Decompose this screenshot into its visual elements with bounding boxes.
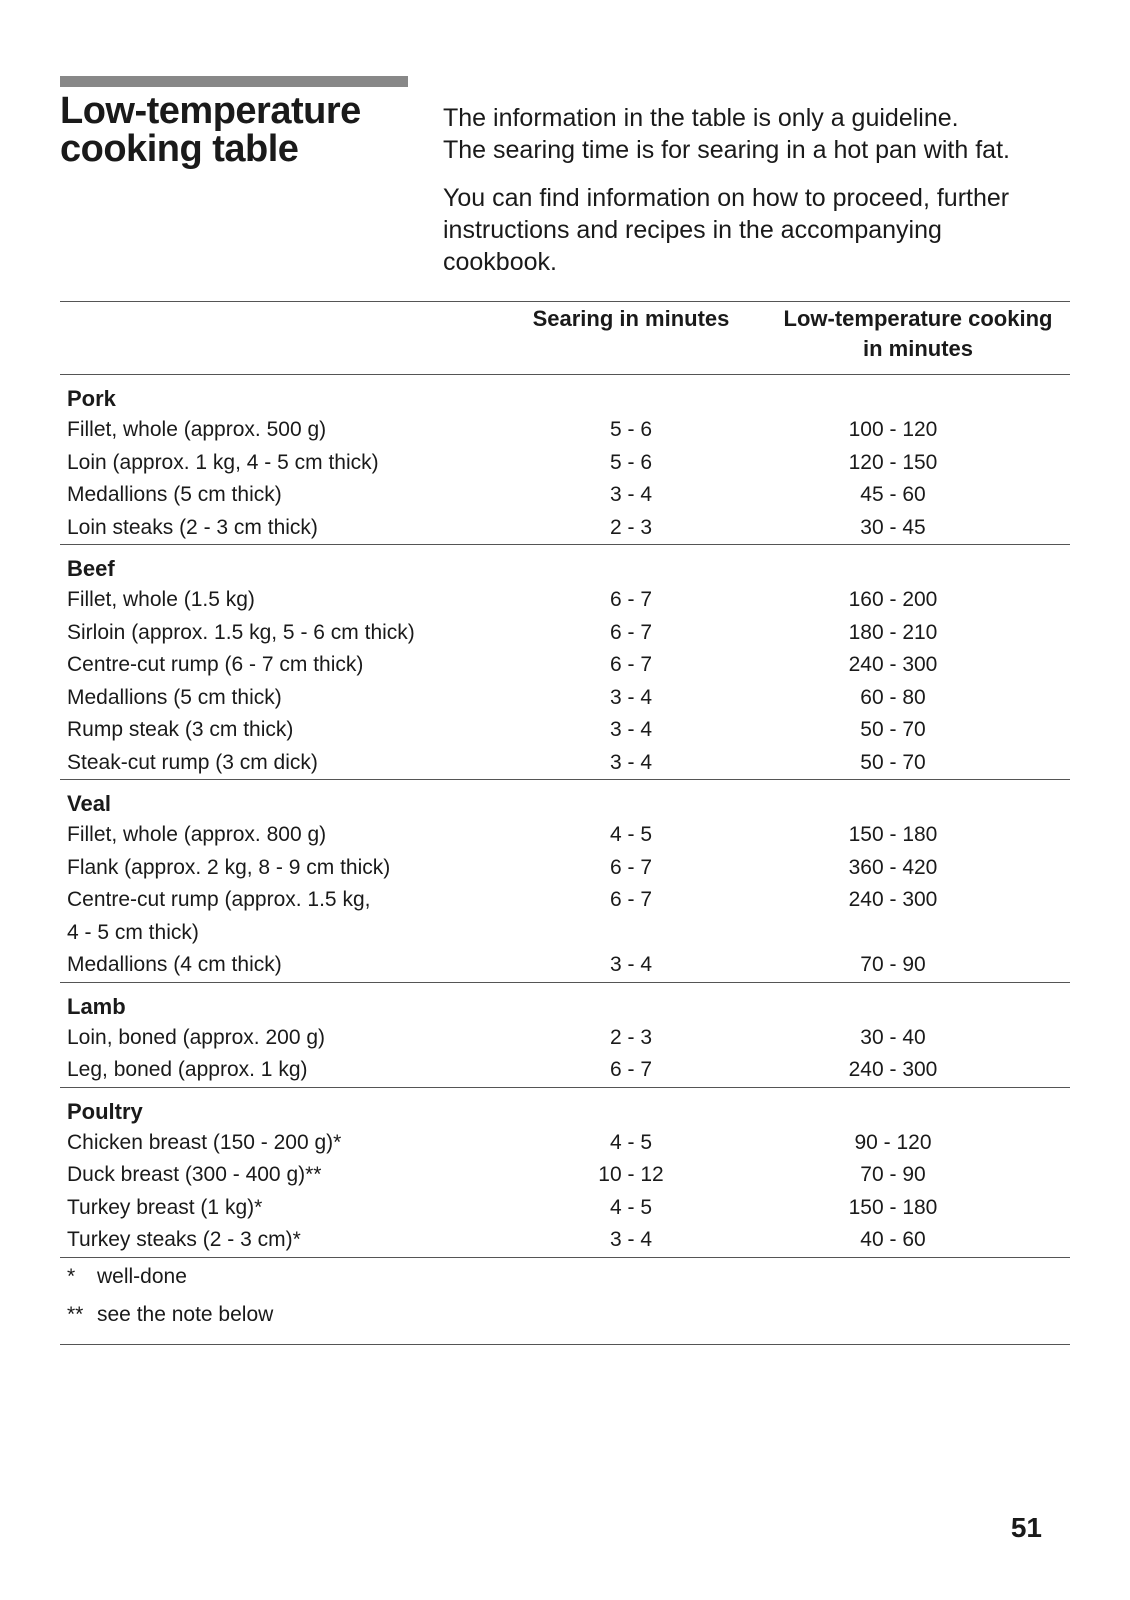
item-text: Loin, boned (approx. 200 g) [67, 1025, 326, 1049]
item-cell [60, 949, 496, 982]
item-cell [60, 512, 496, 545]
table-row [60, 414, 1070, 447]
item-cell [60, 1054, 496, 1087]
header-lowtemp-line: in minutes [862, 336, 973, 361]
lowtemp-cell: 90 - 120 [854, 1130, 932, 1154]
table-row [60, 884, 1070, 949]
table-row [60, 1127, 1070, 1160]
footnote-symbol: ** [67, 1302, 84, 1326]
item-text: Medallions (5 cm thick) [67, 685, 282, 709]
item-text: Turkey steaks (2 - 3 cm)* [67, 1228, 301, 1251]
page-title [60, 92, 430, 168]
table-row [60, 1224, 1070, 1257]
item-text: Chicken breast (150 - 200 g)* [67, 1130, 342, 1154]
cooking-table [60, 301, 1070, 1258]
lowtemp-cell: 45 - 60 [860, 483, 926, 506]
lowtemp-cell: 70 - 90 [860, 953, 926, 976]
item-cell [60, 714, 496, 747]
searing-cell: 2 - 3 [609, 1025, 653, 1049]
item-cell [60, 1022, 496, 1055]
item-cell [60, 649, 496, 682]
table-row [60, 949, 1070, 982]
item-cell [60, 747, 496, 780]
item-text: Centre-cut rump (approx. 1.5 kg, [67, 888, 371, 911]
lowtemp-cell: 30 - 45 [860, 515, 926, 539]
intro-line: cookbook. [443, 248, 557, 276]
page-title-line: Low-temperature [60, 90, 361, 132]
searing-cell: 3 - 4 [609, 685, 653, 709]
item-text: Rump steak (3 cm thick) [67, 718, 294, 741]
cooking-table-wrapper [60, 301, 1070, 1345]
lowtemp-cell: 120 - 150 [848, 450, 938, 474]
item-text: Medallions (4 cm thick) [67, 953, 282, 976]
searing-cell: 6 - 7 [609, 855, 653, 879]
table-row [60, 682, 1070, 715]
searing-cell: 4 - 5 [609, 823, 653, 846]
footnote-text: well-done [97, 1264, 187, 1288]
lowtemp-cell: 150 - 180 [848, 1195, 938, 1219]
table-section-veal [60, 780, 1070, 983]
item-text: Fillet, whole (approx. 800 g) [67, 823, 327, 846]
searing-cell: 6 - 7 [609, 620, 653, 644]
lowtemp-cell: 60 - 80 [860, 685, 926, 709]
item-cell [60, 1159, 496, 1192]
category-label: Veal [67, 791, 112, 816]
table-row [60, 447, 1070, 480]
table-row [60, 852, 1070, 885]
table-section-pork [60, 375, 1070, 545]
item-text: Sirloin (approx. 1.5 kg, 5 - 6 cm thick) [67, 620, 415, 644]
item-text: Centre-cut rump (6 - 7 cm thick) [67, 653, 364, 676]
table-section-poultry [60, 1087, 1070, 1257]
table-row [60, 617, 1070, 650]
category-label: Pork [67, 386, 116, 411]
table-row [60, 714, 1070, 747]
intro-paragraph [443, 102, 1083, 166]
item-text: Fillet, whole (1.5 kg) [67, 588, 255, 611]
category-row [60, 1087, 1070, 1127]
category-row [60, 982, 1070, 1022]
table-row [60, 1054, 1070, 1087]
intro-line: The searing time is for searing in a hot pan with fat. [443, 136, 1010, 164]
table-notes [60, 1258, 1070, 1345]
intro-line: You can find information on how to proceed, further [443, 184, 1010, 212]
page-title-line: cooking table [60, 128, 299, 170]
item-cell [60, 884, 496, 949]
searing-cell: 3 - 4 [609, 718, 653, 741]
header-lowtemp-line: Low-temperature cooking [783, 306, 1053, 331]
searing-cell: 6 - 7 [609, 653, 653, 676]
header-item [60, 302, 496, 375]
searing-cell: 2 - 3 [609, 515, 653, 539]
searing-cell: 6 - 7 [609, 1058, 653, 1081]
item-text: Duck breast (300 - 400 g)** [67, 1163, 322, 1186]
intro-line: The information in the table is only a guideline. [443, 104, 959, 132]
intro-paragraph [443, 182, 1083, 278]
item-cell [60, 1192, 496, 1225]
category-label: Beef [67, 556, 115, 581]
table-row [60, 479, 1070, 512]
searing-cell: 5 - 6 [609, 418, 653, 441]
intro-text [443, 102, 1083, 294]
searing-cell: 4 - 5 [609, 1195, 653, 1219]
lowtemp-cell: 70 - 90 [860, 1163, 926, 1186]
item-cell [60, 584, 496, 617]
item-cell [60, 682, 496, 715]
item-text: 4 - 5 cm thick) [67, 920, 199, 944]
footnote [60, 1300, 1070, 1330]
lowtemp-cell: 100 - 120 [848, 418, 938, 441]
table-row [60, 1022, 1070, 1055]
lowtemp-cell: 50 - 70 [860, 750, 926, 774]
item-text: Loin steaks (2 - 3 cm thick) [67, 515, 318, 539]
lowtemp-cell: 40 - 60 [860, 1228, 926, 1251]
footnote-symbol: * [67, 1264, 76, 1288]
item-text: Leg, boned (approx. 1 kg) [67, 1058, 308, 1081]
page-number: 51 [1010, 1512, 1042, 1543]
item-cell [60, 414, 496, 447]
item-cell [60, 617, 496, 650]
lowtemp-cell: 180 - 210 [848, 620, 938, 644]
lowtemp-cell: 150 - 180 [848, 823, 938, 846]
searing-cell: 5 - 6 [609, 450, 653, 474]
lowtemp-cell: 240 - 300 [848, 653, 938, 676]
table-header-row [60, 302, 1070, 375]
searing-cell: 6 - 7 [609, 588, 653, 611]
table-row [60, 747, 1070, 780]
lowtemp-cell: 240 - 300 [848, 1058, 938, 1081]
table-row [60, 1159, 1070, 1192]
header-lowtemp [766, 302, 1070, 375]
category-row [60, 780, 1070, 820]
item-text: Steak-cut rump (3 cm dick) [67, 750, 318, 774]
lowtemp-cell: 240 - 300 [848, 888, 938, 911]
searing-cell: 10 - 12 [598, 1163, 664, 1186]
searing-cell: 3 - 4 [609, 483, 653, 506]
table-row [60, 1192, 1070, 1225]
lowtemp-cell: 30 - 40 [860, 1025, 926, 1049]
title-rule [60, 76, 408, 87]
header-searing: Searing in minutes [496, 302, 766, 375]
item-cell [60, 1224, 496, 1257]
searing-cell: 3 - 4 [609, 1228, 653, 1251]
item-text: Turkey breast (1 kg)* [67, 1195, 263, 1219]
searing-cell: 3 - 4 [609, 953, 653, 976]
lowtemp-cell: 160 - 200 [848, 588, 938, 611]
category-label: Poultry [67, 1098, 143, 1124]
category-row [60, 375, 1070, 415]
table-row [60, 819, 1070, 852]
footnote [60, 1262, 1070, 1292]
item-text: Fillet, whole (approx. 500 g) [67, 418, 327, 441]
table-section-beef [60, 545, 1070, 780]
table-row [60, 649, 1070, 682]
item-cell [60, 1127, 496, 1160]
table-section-lamb [60, 982, 1070, 1087]
table-row [60, 512, 1070, 545]
searing-cell: 3 - 4 [609, 750, 653, 774]
lowtemp-cell: 360 - 420 [848, 855, 938, 879]
intro-line: instructions and recipes in the accompanying [443, 216, 942, 244]
footnote-text: see the note below [97, 1302, 274, 1326]
category-row [60, 545, 1070, 585]
item-cell [60, 852, 496, 885]
searing-cell: 4 - 5 [609, 1130, 653, 1154]
item-text: Medallions (5 cm thick) [67, 483, 282, 506]
item-text: Flank (approx. 2 kg, 8 - 9 cm thick) [67, 855, 391, 879]
item-cell [60, 819, 496, 852]
table-row [60, 584, 1070, 617]
lowtemp-cell: 50 - 70 [860, 718, 926, 741]
category-label: Lamb [67, 993, 126, 1019]
item-cell [60, 479, 496, 512]
item-cell [60, 447, 496, 480]
item-text: Loin (approx. 1 kg, 4 - 5 cm thick) [67, 450, 379, 474]
searing-cell: 6 - 7 [609, 888, 653, 911]
